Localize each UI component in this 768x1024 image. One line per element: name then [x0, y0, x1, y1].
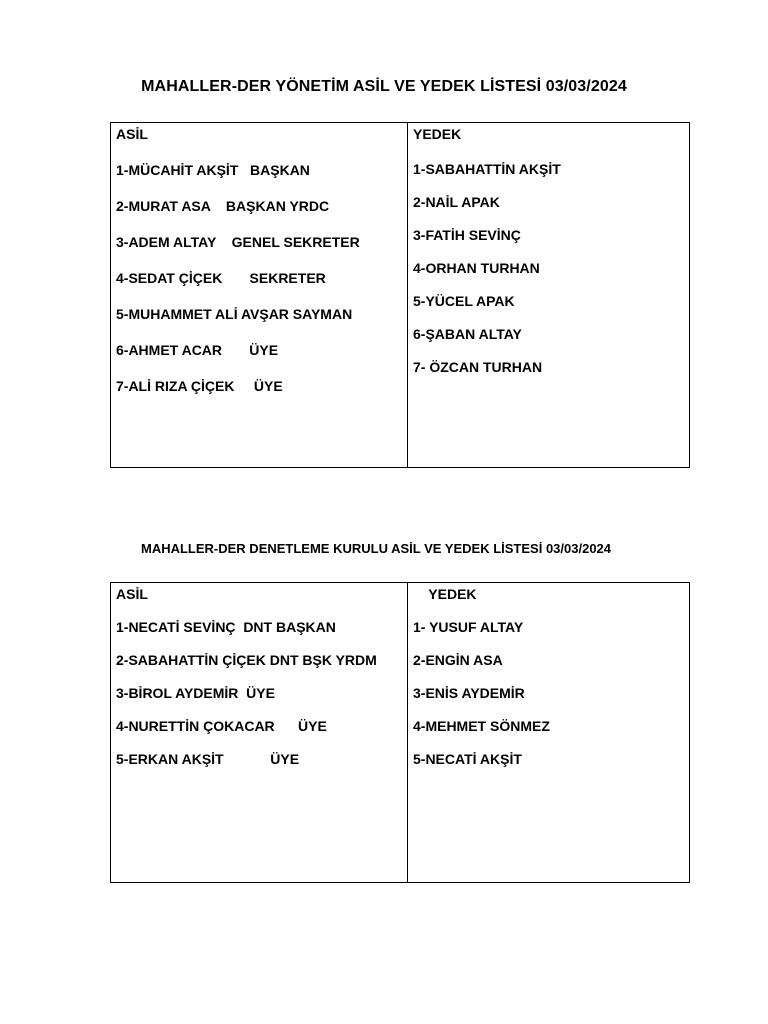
list-item: 4-NURETTİN ÇOKACAR ÜYE	[116, 718, 327, 734]
asil-header: ASİL	[116, 126, 148, 142]
list-item: 7-ALİ RIZA ÇİÇEK ÜYE	[116, 378, 283, 394]
list-item: 3-BİROL AYDEMİR ÜYE	[116, 685, 275, 701]
denetleme-asil-column	[111, 583, 408, 882]
list-item: 2-MURAT ASA BAŞKAN YRDC	[116, 198, 330, 214]
yonetim-table	[110, 122, 690, 468]
denetleme-table	[110, 582, 690, 883]
page-title-yonetim: MAHALLER-DER YÖNETİM ASİL VE YEDEK LİSTESİ 03/03/2024	[141, 78, 627, 95]
list-item: 5-NECATİ AKŞİT	[413, 751, 522, 767]
list-item: 7- ÖZCAN TURHAN	[413, 359, 543, 375]
list-item: 6-ŞABAN ALTAY	[413, 326, 522, 342]
denetleme-yedek-column	[408, 583, 689, 882]
list-item: 4-ORHAN TURHAN	[413, 260, 540, 276]
list-item: 1- YUSUF ALTAY	[413, 619, 524, 635]
list-item: 2-NAİL APAK	[413, 194, 500, 210]
list-item: 2-SABAHATTİN ÇİÇEK DNT BŞK YRDM	[116, 652, 377, 668]
list-item: 5-MUHAMMET ALİ AVŞAR SAYMAN	[116, 306, 353, 322]
list-item: 1-SABAHATTİN AKŞİT	[413, 161, 561, 177]
yonetim-asil-column	[111, 123, 408, 467]
yedek-header: YEDEK	[413, 586, 477, 602]
list-item: 5-ERKAN AKŞİT ÜYE	[116, 751, 300, 767]
list-item: 3-ADEM ALTAY GENEL SEKRETER	[116, 234, 360, 250]
list-item: 1-MÜCAHİT AKŞİT BAŞKAN	[116, 162, 310, 178]
yonetim-yedek-column	[408, 123, 689, 467]
list-item: 4-SEDAT ÇİÇEK SEKRETER	[116, 270, 326, 286]
list-item: 5-YÜCEL APAK	[413, 293, 515, 309]
yedek-header: YEDEK	[413, 126, 462, 142]
page-title-denetleme: MAHALLER-DER DENETLEME KURULU ASİL VE YEDEK LİSTESİ 03/03/2024	[140, 541, 612, 556]
asil-header: ASİL	[116, 586, 148, 602]
list-item: 3-ENİS AYDEMİR	[413, 685, 525, 701]
list-item: 1-NECATİ SEVİNÇ DNT BAŞKAN	[116, 619, 336, 635]
list-item: 6-AHMET ACAR ÜYE	[116, 342, 279, 358]
list-item: 4-MEHMET SÖNMEZ	[413, 718, 550, 734]
list-item: 3-FATİH SEVİNÇ	[413, 227, 521, 243]
list-item: 2-ENGİN ASA	[413, 652, 503, 668]
